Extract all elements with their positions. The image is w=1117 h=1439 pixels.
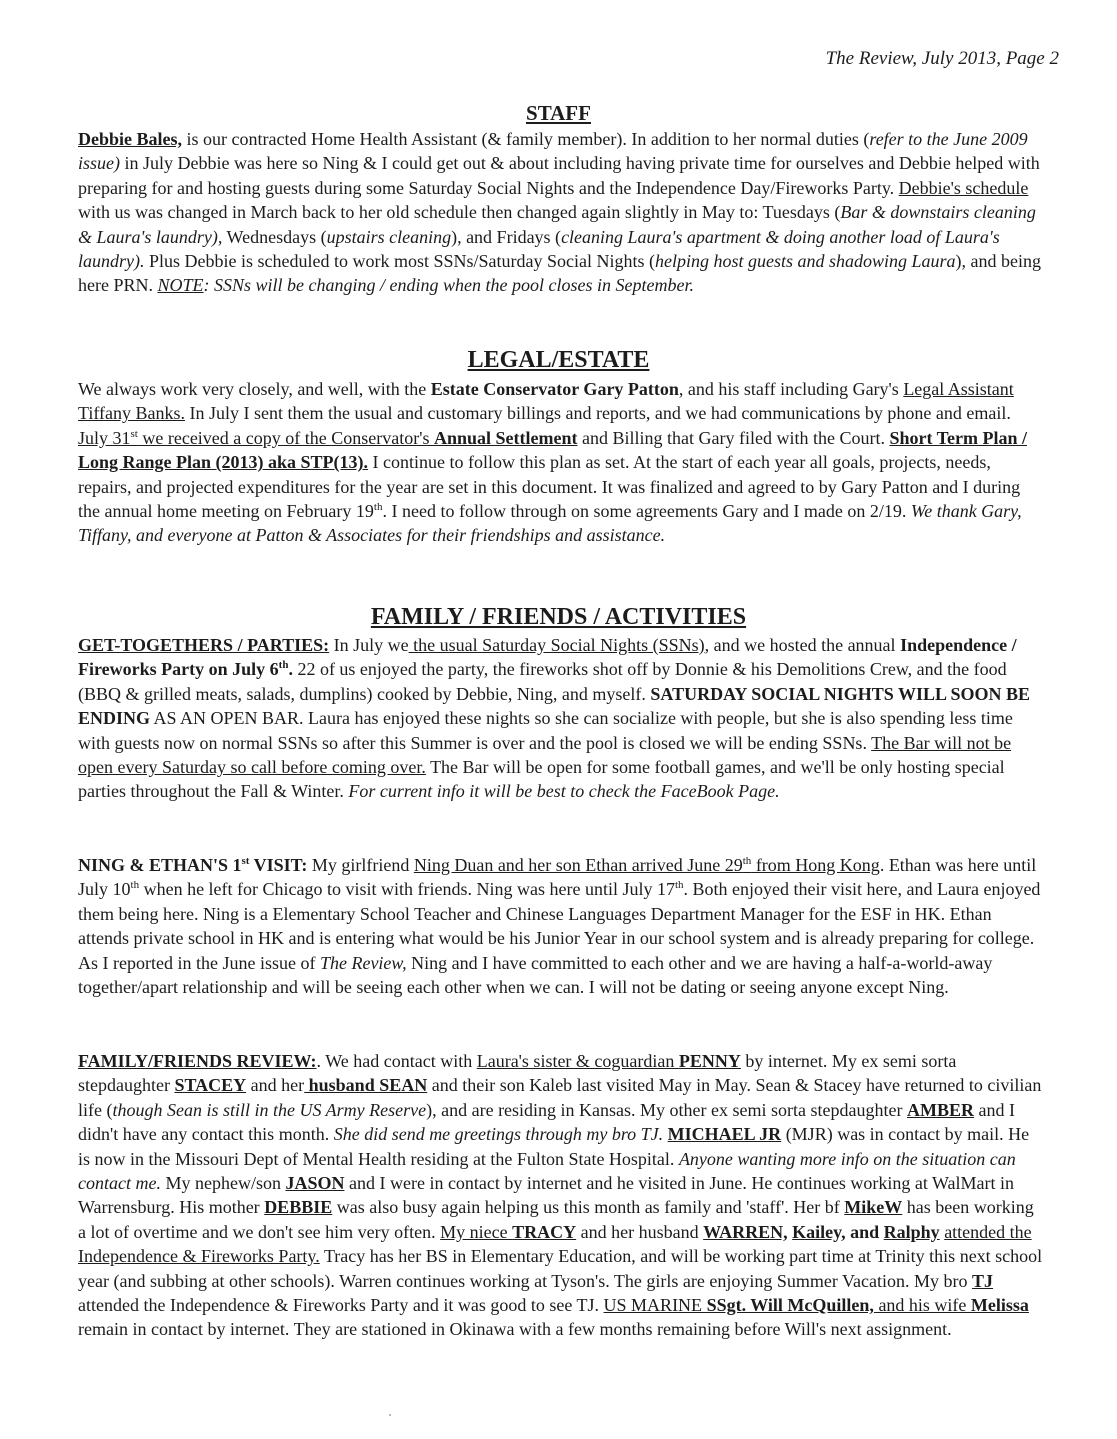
ning-ethan-paragraph — [78, 853, 1043, 999]
staff-paragraph — [78, 127, 1043, 298]
text-run: 22 of us enjoyed the party, the fireworks shot off by Donnie & his Demolitions Crew, and the food (BBQ & grilled meats, salads, dumplins) cooked by Debbie, Ning, and myself. — [78, 659, 1007, 704]
text-run: ), and Fridays ( — [451, 226, 562, 247]
text-run: GET-TOGETHERS / PARTIES: — [78, 635, 330, 655]
text-run: Ning Duan and her son Ethan arrived June 29 — [413, 855, 743, 875]
text-run: Ralphy — [883, 1221, 940, 1242]
text-run: US MARINE — [603, 1295, 707, 1316]
text-run: MikeW — [844, 1197, 903, 1218]
superscript: th — [742, 855, 752, 867]
text-run: July 31 — [78, 427, 131, 448]
text-run: TRACY — [512, 1221, 577, 1242]
text-run: TJ — [972, 1270, 994, 1291]
text-run: from Hong Kong — [751, 855, 880, 875]
text-run: refer to the June 2009 issue) — [78, 129, 1028, 174]
legal-paragraph — [78, 377, 1043, 548]
text-run: MICHAEL JR — [667, 1124, 782, 1145]
text-run: (MJR) was in contact by mail. He is now in the Missouri Dept of Mental Health residing at the Fulton State Hospital. — [78, 1124, 1030, 1169]
text-run: and Billing that Gary filed with the Court. — [577, 427, 890, 448]
text-run: attended the Independence & Fireworks Party and it was good to see TJ. — [78, 1295, 604, 1316]
text-run: WARREN, — [703, 1221, 788, 1242]
text-run: We thank Gary, Tiffany, and everyone at Patton & Associates for their friendships and assistance. — [78, 501, 1022, 546]
text-run: Anyone wanting more info on the situation can contact me. — [78, 1148, 1016, 1194]
superscript: th — [373, 501, 383, 514]
text-run: In July we — [329, 635, 409, 655]
superscript: st — [241, 855, 250, 867]
text-run: Independence / Fireworks Party on July 6 — [78, 635, 1017, 680]
text-run: and their son Kaleb last visited May in May. Sean & Stacey have returned to civilian life ( — [78, 1075, 1042, 1120]
text-run: was also busy again helping us this month as family and 'staff'. Her bf — [332, 1197, 845, 1218]
text-run: My niece — [440, 1221, 513, 1242]
text-run: SATURDAY SOCIAL NIGHTS WILL SOON BE ENDING — [78, 683, 1031, 729]
text-run: when he left for Chicago to visit with friends. Ning was here until July 17 — [139, 879, 675, 900]
text-run: attended the Independence & Fireworks Party. — [78, 1221, 1032, 1267]
staff-debbie-name: Debbie Bales, — [78, 129, 183, 149]
text-run: and her — [246, 1075, 305, 1096]
text-run: NOTE — [157, 275, 204, 296]
get-togethers-paragraph — [78, 633, 1043, 804]
text-run: Kailey, — [792, 1221, 846, 1242]
text-run: The Review, — [319, 952, 407, 973]
section-title-staff: STAFF — [526, 101, 591, 125]
text-run: NING & ETHAN'S 1 — [78, 855, 242, 875]
text-run: , and his staff including Gary's — [678, 379, 904, 399]
text-run: PENNY — [678, 1051, 741, 1071]
text-run: VISIT: — [249, 855, 308, 875]
text-run: Bar & downstairs cleaning & Laura's laundry), — [78, 202, 1036, 247]
text-run: The Bar will not be open every Saturday so call before coming over. — [78, 732, 1012, 778]
text-run: DEBBIE — [264, 1197, 333, 1218]
superscript: th — [130, 879, 140, 892]
text-run: Short Term Plan / Long Range Plan (2013) aka STP(13). — [78, 427, 1027, 473]
text-run: by internet. My ex semi sorta stepdaughter — [78, 1051, 957, 1096]
text-run: : SSNs will be changing / ending when the pool closes in September. — [203, 275, 694, 296]
text-run: and — [845, 1221, 884, 1242]
text-run: . Both enjoyed their visit here, and Laura enjoyed them being here. Ning is a Elementary School Teacher and Chinese Languages Department Manager for the ESF in HK. Ethan attends private school in HK and is entering what would be his Junior Year in our school system and is already preparing for college. As I reported in the June issue of — [78, 879, 1041, 973]
superscript: th — [674, 879, 684, 892]
text-run: Melissa — [970, 1295, 1029, 1316]
text-run: in July Debbie was here so Ning & I could get out & about including having private time for ourselves and Debbie helped with preparing for and hosting guests during some Saturday Social Nights and the Independence Day/Fireworks Party. — [78, 153, 1040, 198]
text-run: I continue to follow this plan as set. At the start of each year all goals, projects, needs, repairs, and projected expenditures for the year are set in this document. It was finalized and agreed to by Gary Patton and I during the annual home meeting on February 19 — [78, 452, 1021, 522]
text-run: Estate Conservator Gary Patton — [430, 379, 679, 399]
text-run: Wednesdays ( — [222, 226, 327, 247]
text-run: and his wife — [873, 1295, 971, 1316]
underlined-group — [477, 1051, 741, 1071]
scan-speck — [389, 1414, 391, 1416]
text-run: JASON — [285, 1173, 345, 1194]
text-run: Plus Debbie is scheduled to work most SSNs/Saturday Social Nights ( — [144, 251, 655, 272]
text-run: . We had contact with — [316, 1051, 477, 1071]
text-run: In July I sent them the usual and customary billings and reports, and we had communications by phone and email. — [185, 403, 1011, 424]
text-run: AMBER — [906, 1099, 974, 1120]
text-run: Legal Assistant Tiffany Banks. — [78, 379, 1014, 424]
text-run: STACEY — [174, 1075, 247, 1096]
text-run: has been working a lot of overtime and we don't see him very often. — [78, 1197, 1034, 1242]
text-run: . Ethan was here until July 10 — [78, 855, 1037, 900]
text-run: We always work very closely, and well, with the — [78, 379, 431, 399]
text-run: For current info it will be best to check the FaceBook Page. — [348, 781, 780, 802]
text-run: SSgt. Will McQuillen, — [706, 1295, 874, 1316]
text-run: Laura's sister & coguardian — [476, 1051, 679, 1071]
text-run: we received a copy of the Conservator's — [137, 427, 434, 448]
text-run: Annual Settlement — [434, 427, 578, 448]
text-run: My nephew/son — [160, 1173, 286, 1194]
text-run: Debbie's schedule — [898, 177, 1029, 198]
text-run: the usual Saturday Social Nights (SSNs) — [408, 635, 705, 655]
text-run: My girlfriend — [307, 855, 414, 875]
underlined-group — [440, 1222, 576, 1242]
text-run: . — [288, 659, 293, 680]
text-run: The Bar will be open for some football games, and we'll be only hosting special parties throughout the Fall & Winter. — [78, 757, 1005, 802]
page-header: The Review, July 2013, Page 2 — [825, 48, 1059, 69]
text-run: AS AN OPEN BAR. Laura has enjoyed these nights so she can socialize with people, but she is also spending less time with guests now on normal SSNs so after this Summer is over and the pool is closed we will be ending SSNs. — [78, 708, 1013, 753]
text-run: though Sean is still in the US Army Reserve — [112, 1099, 427, 1120]
text-run: ), and being here PRN. — [78, 251, 1041, 296]
text-run: She did send me greetings through my bro TJ. — [333, 1124, 664, 1145]
text-run: ), and are residing in Kansas. My other ex semi sorta stepdaughter — [426, 1099, 907, 1120]
text-run: upstairs cleaning — [326, 226, 452, 247]
text-run: Tracy has her BS in Elementary Education, and will be working part time at Trinity this next school year (and subbing at other schools). Warren continues working at Tyson's. The girls are enjoying Summer Vacation. My bro — [78, 1246, 1043, 1291]
text-run: and her husband — [576, 1221, 704, 1242]
text-run: and I didn't have any contact this month. — [78, 1099, 1015, 1145]
text-run: Ning and I have committed to each other and we are having a half-a-world-away together/apart relationship and will be seeing each other when we can. I will not be dating or seeing anyone except Ning. — [78, 952, 993, 998]
text-run: husband SEAN — [304, 1075, 428, 1096]
text-run: and I were in contact by internet and he visited in June. He continues working at WalMart in Warrensburg. His mother — [78, 1173, 1015, 1218]
underlined-group — [78, 428, 578, 448]
text-run: remain in contact by internet. They are stationed in Okinawa with a few months remaining before Will's next assignment. — [78, 1319, 952, 1340]
section-title-family: FAMILY / FRIENDS / ACTIVITIES — [370, 604, 747, 630]
text-run: . I need to follow through on some agreements Gary and I made on 2/19. — [382, 501, 911, 522]
text-run: , and we hosted the annual — [704, 635, 901, 655]
family-review-paragraph — [78, 1049, 1043, 1342]
underlined-group — [414, 855, 880, 875]
text-run: with us was changed in March back to her old schedule then changed again slightly in May to: Tuesdays ( — [78, 202, 841, 223]
text-run: FAMILY/FRIENDS REVIEW: — [78, 1051, 317, 1071]
section-title-legal: LEGAL/ESTATE — [467, 347, 650, 373]
underlined-group — [604, 1295, 1029, 1315]
superscript: th — [278, 659, 289, 672]
text-run: cleaning Laura's apartment & doing another load of Laura's laundry). — [78, 226, 1000, 272]
text-run: is our contracted Home Health Assistant (& family member). In addition to her normal duties ( — [182, 129, 870, 149]
superscript: st — [130, 427, 138, 440]
text-run: helping host guests and shadowing Laura — [654, 251, 956, 272]
